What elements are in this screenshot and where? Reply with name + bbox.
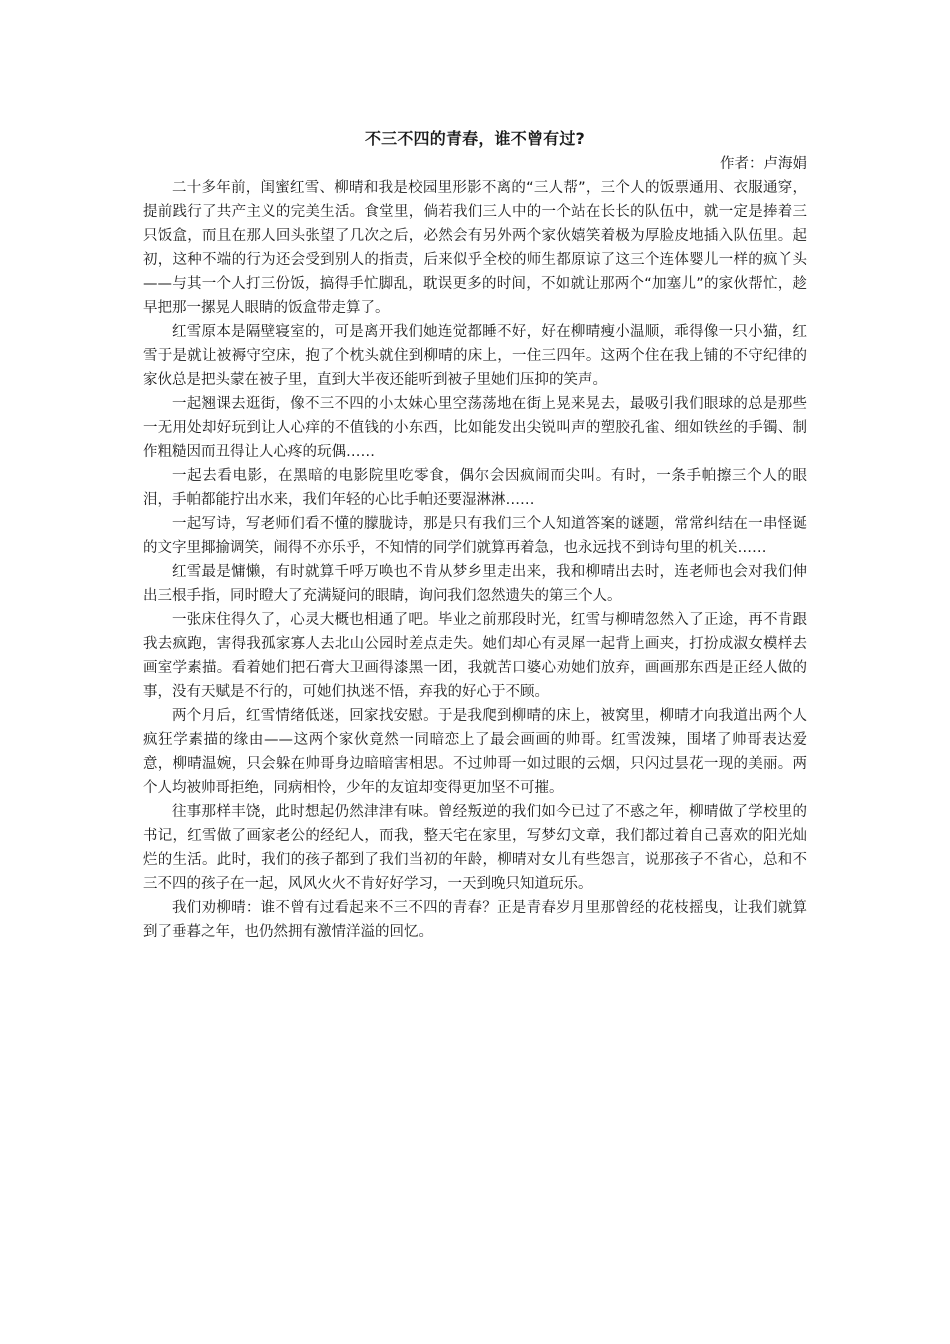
paragraph-4: 一起去看电影，在黑暗的电影院里吃零食，偶尔会因疯闹而尖叫。有时，一条手帕擦三个人的眼泪，手帕都能拧出水来，我们年轻的心比手帕还要湿淋淋…… <box>143 468 807 508</box>
paragraph-2: 红雪原本是隔壁寝室的，可是离开我们她连觉都睡不好，好在柳晴瘦小温顺，乖得像一只小猫，红雪于是就让被褥守空床，抱了个枕头就住到柳晴的床上，一住三四年。这两个住在我上铺的不守纪律的家伙总是把头蒙在被子里，直到大半夜还能听到被子里她们压抑的笑声。 <box>143 324 807 388</box>
paragraph-10: 我们劝柳晴：谁不曾有过看起来不三不四的青春？正是青春岁月里那曾经的花枝摇曳，让我们就算到了垂暮之年，也仍然拥有激情洋溢的回忆。 <box>143 900 807 940</box>
article-author: 作者：卢海娟 <box>720 156 807 172</box>
paragraph-3: 一起翘课去逛街，像不三不四的小太妹心里空荡荡地在街上晃来晃去，最吸引我们眼球的总是那些一无用处却好玩到让人心痒的不值钱的小东西，比如能发出尖锐叫声的塑胶孔雀、细如铁丝的手镯、制作粗糙因而丑得让人心疼的玩偶…… <box>143 396 807 460</box>
paragraph-5: 一起写诗，写老师们看不懂的朦胧诗，那是只有我们三个人知道答案的谜题，常常纠结在一串怪诞的文字里揶揄调笑，闹得不亦乐乎，不知情的同学们就算再着急，也永远找不到诗句里的机关…… <box>143 516 807 556</box>
paragraph-9: 往事那样丰饶，此时想起仍然津津有味。曾经叛逆的我们如今已过了不惑之年，柳晴做了学校里的书记，红雪做了画家老公的经纪人，而我，整天宅在家里，写梦幻文章，我们都过着自己喜欢的阳光灿烂的生活。此时，我们的孩子都到了我们当初的年龄，柳晴对女儿有些怨言，说那孩子不省心，总和不三不四的孩子在一起，风风火火不肯好好学习，一天到晚只知道玩乐。 <box>143 804 807 892</box>
paragraph-7: 一张床住得久了，心灵大概也相通了吧。毕业之前那段时光，红雪与柳晴忽然入了正途，再不肯跟我去疯跑，害得我孤家寡人去北山公园时差点走失。她们却心有灵犀一起背上画夹，打扮成淑女模样去画室学素描。看着她们把石膏大卫画得漆黑一团，我就苦口婆心劝她们放弃，画画那东西是正经人做的事，没有天赋是不行的，可她们执迷不悟，弃我的好心于不顾。 <box>143 612 807 700</box>
paragraph-1: 二十多年前，闺蜜红雪、柳晴和我是校园里形影不离的“三人帮”，三个人的饭票通用、衣服通穿，提前践行了共产主义的完美生活。食堂里，倘若我们三人中的一个站在长长的队伍中，就一定是捧着三只饭盒，而且在那人回头张望了几次之后，必然会有另外两个家伙嬉笑着极为厚脸皮地插入队伍里。起初，这种不端的行为还会受到别人的指责，后来似乎全校的师生都原谅了这三个连体婴儿一样的疯丫头——与其一个人打三份饭，搞得手忙脚乱，耽误更多的时间，不如就让那两个“加塞儿”的家伙帮忙，趁早把那一摞晃人眼睛的饭盒带走算了。 <box>143 180 807 316</box>
article-body <box>143 176 807 944</box>
paragraph-6: 红雪最是慵懒，有时就算千呼万唤也不肯从梦乡里走出来，我和柳晴出去时，连老师也会对我们伸出三根手指，同时瞪大了充满疑问的眼睛，询问我们忽然遗失的第三个人。 <box>143 564 807 604</box>
document-page <box>143 126 807 944</box>
paragraph-8: 两个月后，红雪情绪低迷，回家找安慰。于是我爬到柳晴的床上，被窝里，柳晴才向我道出两个人疯狂学素描的缘由——这两个家伙竟然一同暗恋上了最会画画的帅哥。红雪泼辣，围堵了帅哥表达爱意，柳晴温婉，只会躲在帅哥身边暗暗害相思。不过帅哥一如过眼的云烟，只闪过昙花一现的美丽。两个人均被帅哥拒绝，同病相怜，少年的友谊却变得更加坚不可摧。 <box>143 708 807 796</box>
article-title: 不三不四的青春，谁不曾有过? <box>364 129 586 148</box>
